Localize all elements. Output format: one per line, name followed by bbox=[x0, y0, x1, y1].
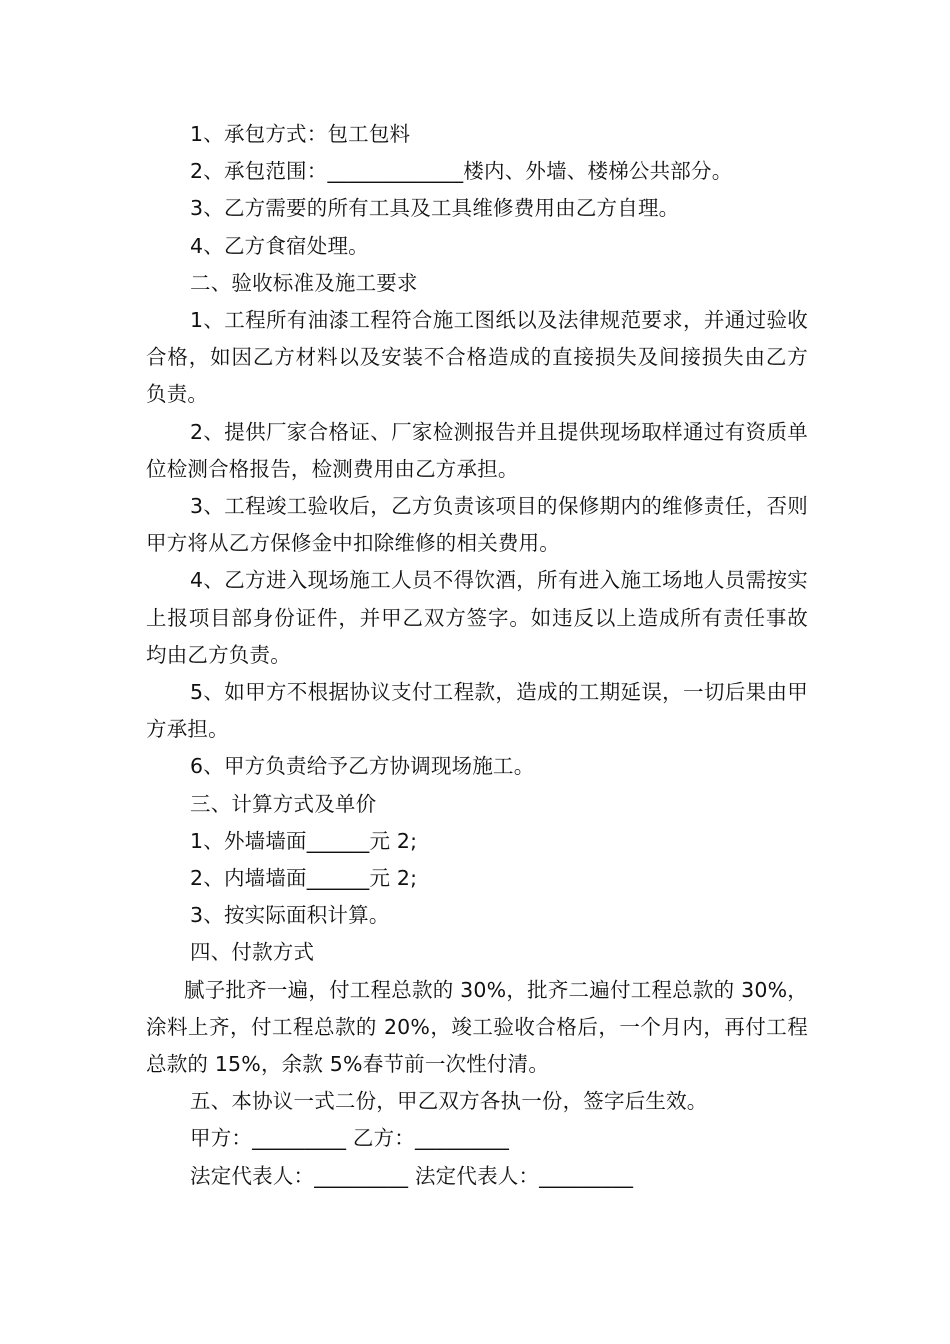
acceptance-clause-5: 5、如甲方不根据协议支付工程款，造成的工期延误，一切后果由甲方承担。 bbox=[146, 680, 808, 742]
acceptance-clause-2: 2、提供厂家合格证、厂家检测报告并且提供现场取样通过有资质单位检测合格报告，检测费用由乙方承担。 bbox=[146, 419, 808, 481]
section-five-validity: 五、本协议一式二份，甲乙双方各执一份，签字后生效。 bbox=[190, 1089, 708, 1114]
pricing-item-1: 1、外墙墙面______元 2; bbox=[190, 828, 418, 853]
legal-representative-line: 法定代表人：_________ 法定代表人：_________ bbox=[190, 1163, 634, 1188]
pricing-item-3: 3、按实际面积计算。 bbox=[190, 903, 390, 928]
acceptance-clause-1: 1、工程所有油漆工程符合施工图纸以及法律规范要求，并通过验收合格，如因乙方材料以及安装不合格造成的直接损失及间接损失由乙方负责。 bbox=[146, 308, 808, 407]
section-heading-acceptance: 二、验收标准及施工要求 bbox=[190, 270, 418, 295]
acceptance-clause-6: 6、甲方负责给予乙方协调现场施工。 bbox=[190, 754, 535, 779]
acceptance-clause-3: 3、工程竣工验收后，乙方负责该项目的保修期内的维修责任，否则甲方将从乙方保修金中扣除维修的相关费用。 bbox=[146, 494, 808, 556]
contract-method-item: 1、承包方式：包工包料 bbox=[190, 122, 411, 146]
acceptance-clause-4: 4、乙方进入现场施工人员不得饮酒，所有进入施工场地人员需按实上报项目部身份证件，并甲乙双方签字。如违反以上造成所有责任事故均由乙方负责。 bbox=[146, 568, 808, 667]
party-signature-line: 甲方：_________ 乙方：_________ bbox=[190, 1126, 510, 1151]
pricing-item-2: 2、内墙墙面______元 2; bbox=[190, 866, 418, 891]
tools-cost-item: 3、乙方需要的所有工具及工具维修费用由乙方自理。 bbox=[190, 196, 680, 221]
section-heading-pricing: 三、计算方式及单价 bbox=[190, 791, 377, 816]
contract-scope-item: 2、承包范围：_____________楼内、外墙、楼梯公共部分。 bbox=[190, 159, 733, 184]
section-heading-payment: 四、付款方式 bbox=[190, 940, 315, 965]
lodging-item: 4、乙方食宿处理。 bbox=[190, 233, 369, 258]
contract-body bbox=[146, 116, 808, 1195]
payment-terms: 腻子批齐一遍，付工程总款的 30%，批齐二遍付工程总款的 30%，涂料上齐，付工程总款的 20%，竣工验收合格后，一个月内，再付工程总款的 15%，余款 5%春节前一次性付清。 bbox=[146, 977, 808, 1077]
